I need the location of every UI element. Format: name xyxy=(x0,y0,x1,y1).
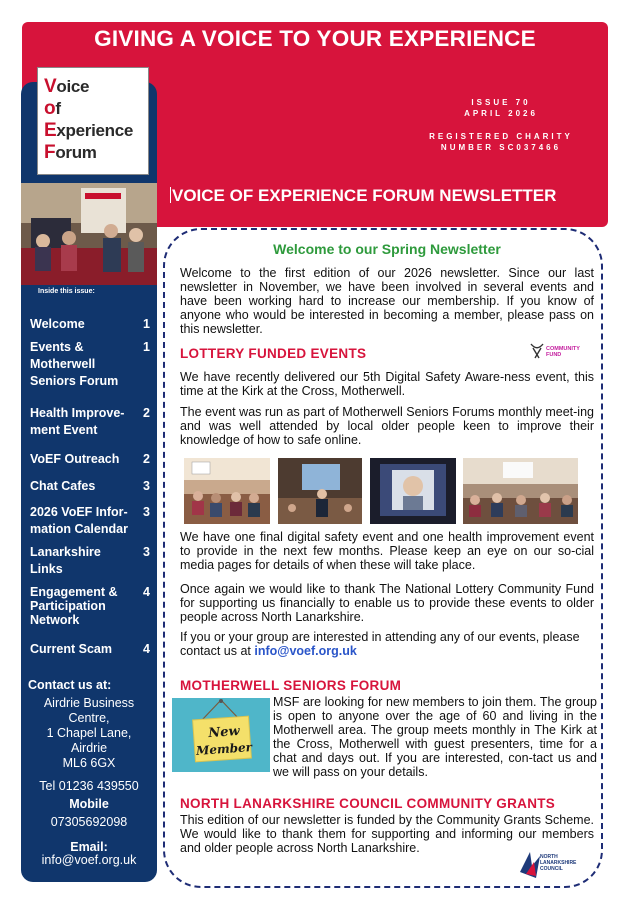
new-member-sign-image xyxy=(172,698,270,772)
address-line-5: ML6 6GX xyxy=(62,756,116,770)
logo-forum: orum xyxy=(55,143,97,162)
toc-item-current-scam[interactable] xyxy=(30,641,150,658)
toc-page: 1 xyxy=(143,317,150,331)
toc-item-lanarkshire-links[interactable] xyxy=(30,544,150,578)
event-photo-1 xyxy=(184,458,270,524)
lottery-paragraph-5 xyxy=(180,630,594,658)
lottery-paragraph-1: We have recently delivered our 5th Digital Safety Aware-ness event, this time at the Kirk at the Cross, Motherwell. xyxy=(180,370,594,398)
toc-label: VoEF Outreach xyxy=(30,452,120,466)
contact-mobile: 07305692098 xyxy=(50,815,128,829)
toc-label: Health Improve-ment Event xyxy=(30,406,125,437)
logo-f: F xyxy=(44,142,56,163)
contact-email[interactable]: info@voef.org.uk xyxy=(41,853,137,867)
contact-tel: Tel 01236 439550 xyxy=(39,779,139,793)
issue-date: APRIL 2026 xyxy=(464,109,538,118)
lottery-contact-text: If you or your group are interested in attending any of our events, please contact us at xyxy=(180,630,580,658)
toc-page: 3 xyxy=(143,505,150,519)
nlc-logo-line-3: COUNCIL xyxy=(540,866,563,872)
nlc-logo-line-1: NORTH xyxy=(540,854,558,860)
sign-text-member: Member xyxy=(195,740,253,758)
address-line-3: 1 Chapel Lane, xyxy=(46,726,132,740)
toc-page: 1 xyxy=(143,340,150,354)
logo-v: V xyxy=(44,76,57,97)
toc-item-engagement[interactable] xyxy=(30,585,150,629)
toc-label: Chat Cafes xyxy=(30,479,96,493)
logo-of: f xyxy=(55,99,61,118)
nlc-logo-text xyxy=(540,854,576,872)
grants-paragraph: This edition of our newsletter is funded by the Community Grants Scheme. We would like to thank them for supporting and informing our members and older people across North Lanarkshire. xyxy=(180,813,594,855)
toc-item-calendar[interactable] xyxy=(30,504,150,538)
toc-item-events[interactable] xyxy=(30,339,150,390)
toc-item-welcome[interactable] xyxy=(30,316,150,333)
charity-line-1: REGISTERED CHARITY xyxy=(429,132,573,141)
toc-label: 2026 VoEF Infor-mation Calendar xyxy=(30,505,128,536)
toc-page: 4 xyxy=(143,642,150,656)
toc-item-health[interactable] xyxy=(30,405,150,439)
nlc-logo-line-2: LANARKSHIRE xyxy=(540,860,577,866)
contact-address xyxy=(21,696,157,771)
logo-o: o xyxy=(44,98,56,119)
newsletter-title-text: VOICE OF EXPERIENCE FORUM NEWSLETTER xyxy=(172,186,557,205)
event-photo-3 xyxy=(370,458,456,524)
toc-page: 2 xyxy=(143,452,150,466)
toc-item-outreach[interactable] xyxy=(30,451,150,468)
logo-experience: xperience xyxy=(56,121,134,140)
toc-page: 3 xyxy=(143,479,150,493)
contact-mobile-label: Mobile xyxy=(69,797,109,811)
address-line-1: Airdrie Business xyxy=(43,696,135,710)
toc-label: Welcome xyxy=(30,317,85,331)
banner-title: GIVING A VOICE TO YOUR EXPERIENCE xyxy=(94,26,536,51)
toc-item-chat-cafes[interactable] xyxy=(30,478,150,495)
event-photo-2 xyxy=(278,458,362,524)
msf-paragraph: MSF are looking for new members to join them. The group is open to anyone over the age of 60 and living in the Motherwell area. The group meets monthly in The Kirk at the Cross, Motherwell with guest presenters, time for a chat and days out. If you are interested, con-tact us and we will pass on your details. xyxy=(273,695,597,779)
address-line-2: Centre, xyxy=(68,711,110,725)
contact-heading: Contact us at: xyxy=(28,678,112,692)
toc-label: Events & Motherwell Seniors Forum xyxy=(30,340,119,388)
lottery-paragraph-3: We have one final digital safety event and one health improvement event to provide in the next few months. Please keep an eye on our so-cial media pages for details of when these will take place. xyxy=(180,530,594,572)
logo-voice: oice xyxy=(56,77,90,96)
logo-e: E xyxy=(44,120,57,141)
lottery-heading: LOTTERY FUNDED EVENTS xyxy=(180,346,367,361)
address-line-4: Airdrie xyxy=(70,741,108,755)
community-fund-logo xyxy=(527,340,587,362)
contact-email-label: Email: xyxy=(70,840,108,854)
event-photo-sidebar xyxy=(21,183,157,285)
issue-number: ISSUE 70 xyxy=(471,98,531,107)
sign-text-new: New xyxy=(207,723,241,742)
issue-info xyxy=(406,97,596,153)
text-cursor xyxy=(170,187,171,203)
lottery-paragraph-2: The event was run as part of Motherwell Seniors Forums monthly meet-ing and was well attended by local older people keen to improve their knowledge of how to safe online. xyxy=(180,405,594,447)
event-photo-4 xyxy=(463,458,578,524)
north-lanarkshire-council-logo xyxy=(518,848,578,882)
inside-this-issue-label: Inside this issue: xyxy=(38,288,95,295)
toc-page: 4 xyxy=(143,585,150,599)
charity-line-2: NUMBER SC037466 xyxy=(440,143,562,152)
toc-label: Engagement & Participation Network xyxy=(30,585,118,627)
toc-label: Lanarkshire Links xyxy=(30,545,101,576)
lottery-paragraph-4: Once again we would like to thank The National Lottery Community Fund for supporting us financially to enable us to provide these events to older people across North Lanarkshire. xyxy=(180,582,594,624)
voef-logo xyxy=(37,67,149,175)
msf-heading: MOTHERWELL SENIORS FORUM xyxy=(180,678,402,693)
community-fund-text: COMMUNITY FUND xyxy=(546,346,580,358)
welcome-paragraph: Welcome to the first edition of our 2026 newsletter. Since our last newsletter in November, we have been involved in several events and have been working hard to increase our membership. If you know of anyone who would be interested in becoming a member, please pass on this newsletter. xyxy=(180,266,594,336)
welcome-heading: Welcome to our Spring Newsletter xyxy=(273,241,501,257)
toc-page: 3 xyxy=(143,545,150,559)
toc-label: Current Scam xyxy=(30,642,112,656)
grants-heading: NORTH LANARKSHIRE COUNCIL COMMUNITY GRANTS xyxy=(180,796,556,811)
toc-page: 2 xyxy=(143,406,150,420)
newsletter-title xyxy=(170,186,556,206)
lottery-contact-email-link[interactable]: info@voef.org.uk xyxy=(254,644,357,658)
